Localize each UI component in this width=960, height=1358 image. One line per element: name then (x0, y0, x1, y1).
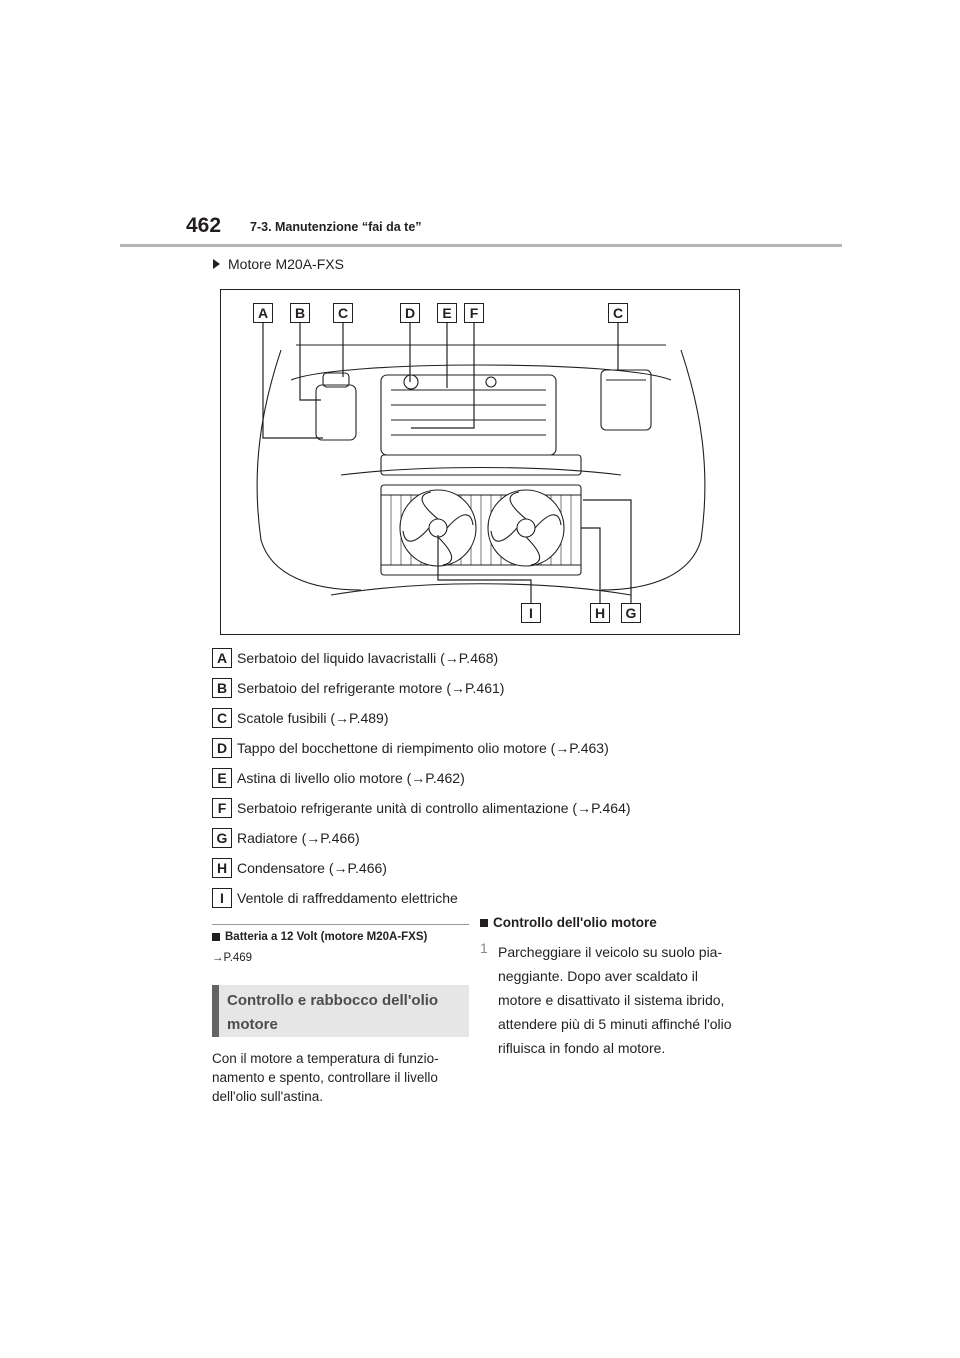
legend-text: Scatole fusibili (→P.489) (237, 710, 389, 726)
figure-callout-e: E (437, 303, 457, 323)
figure-callout-d: D (400, 303, 420, 323)
header-rule (120, 244, 842, 247)
legend-key: G (212, 828, 232, 848)
legend-key: A (212, 648, 232, 668)
battery-block (212, 924, 469, 964)
step-text: Parcheggiare il veicolo su suolo pia- neggiante. Dopo aver scaldato il motore e disattivato il sistema ibrido, attendere più di 5 minuti affinché l'olio rifluisca in fondo al motore. (498, 944, 732, 1056)
square-bullet-icon (480, 919, 488, 927)
figure-callout-c-right: C (608, 303, 628, 323)
legend-item (212, 763, 631, 793)
engine-subheading-text: Motore M20A-FXS (228, 256, 344, 272)
legend-text: Ventole di raffreddamento elettriche (237, 890, 458, 906)
legend-key: B (212, 678, 232, 698)
figure-callout-g: G (621, 603, 641, 623)
oil-section-intro: Con il motore a temperatura di funzio- namento e spento, controllare il livello dell'olio sull'astina. (212, 1051, 439, 1104)
legend-item (212, 643, 631, 673)
oil-check-heading (480, 915, 657, 930)
figure-callout-a: A (253, 303, 273, 323)
legend-item (212, 673, 631, 703)
legend-text: Serbatoio refrigerante unità di controllo alimentazione (→P.464) (237, 800, 631, 816)
engine-bay-figure (220, 289, 740, 635)
step-number: 1 (480, 940, 488, 956)
square-bullet-icon (212, 933, 220, 941)
figure-callout-c-left: C (333, 303, 353, 323)
figure-callout-f: F (464, 303, 484, 323)
battery-reference: →P.469 (212, 952, 253, 964)
legend-key: F (212, 798, 232, 818)
battery-heading (212, 931, 469, 943)
legend-text: Serbatoio del liquido lavacristalli (→P.468) (237, 650, 499, 666)
legend-item (212, 733, 631, 763)
triangle-bullet-icon (213, 259, 220, 269)
legend-text: Condensatore (→P.466) (237, 860, 387, 876)
oil-check-step (480, 940, 743, 1060)
legend-item (212, 793, 631, 823)
legend-text: Tappo del bocchettone di riempimento olio motore (→P.463) (237, 740, 609, 756)
legend-item (212, 703, 631, 733)
figure-callout-h: H (590, 603, 610, 623)
oil-check-heading-text: Controllo dell'olio motore (493, 915, 657, 930)
page-number: 462 (186, 214, 222, 237)
legend-item (212, 853, 631, 883)
engine-subheading (213, 256, 344, 272)
legend-list (212, 643, 631, 913)
legend-text: Serbatoio del refrigerante motore (→P.461) (237, 680, 505, 696)
legend-key: D (212, 738, 232, 758)
legend-key: I (212, 888, 232, 908)
battery-heading-text: Batteria a 12 Volt (motore M20A-FXS) (225, 931, 428, 943)
legend-key: H (212, 858, 232, 878)
legend-key: C (212, 708, 232, 728)
legend-item (212, 883, 631, 913)
figure-callout-i: I (521, 603, 541, 623)
engine-bay-drawing (221, 290, 741, 636)
legend-text: Astina di livello olio motore (→P.462) (237, 770, 465, 786)
legend-key: E (212, 768, 232, 788)
legend-item (212, 823, 631, 853)
legend-text: Radiatore (→P.466) (237, 830, 360, 846)
figure-callout-b: B (290, 303, 310, 323)
section-header: 7-3. Manutenzione “fai da te” (250, 220, 422, 234)
oil-section-title: Controllo e rabbocco dell'olio motore (212, 985, 469, 1037)
